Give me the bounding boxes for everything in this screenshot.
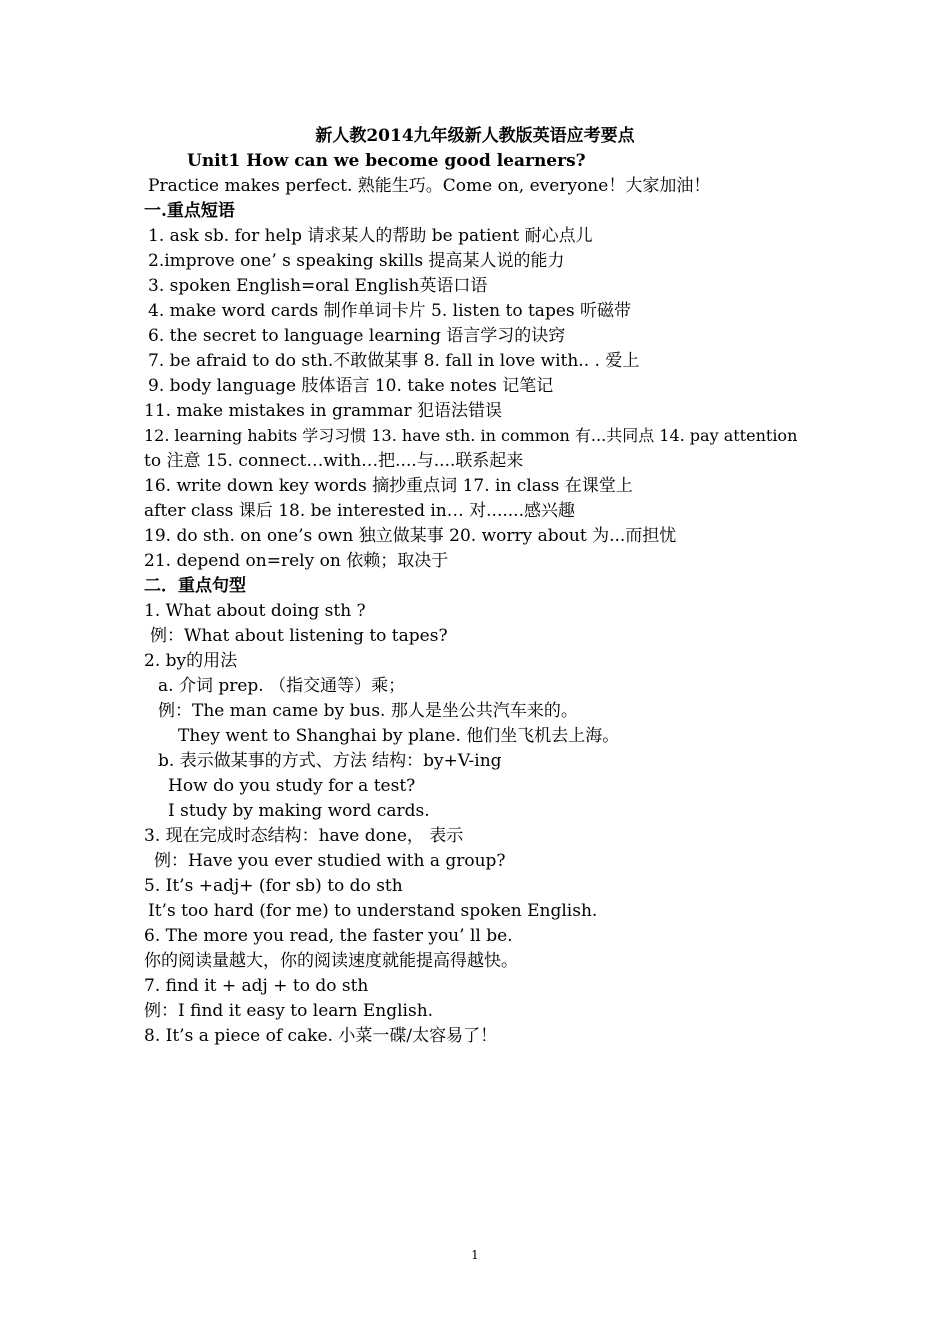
text-line: 3. 现在完成时态结构：have done， 表示 — [144, 826, 464, 846]
text-line: 你的阅读量越大，你的阅读速度就能提高得越快。 — [144, 951, 518, 971]
text-line: 例：What about listening to tapes? — [150, 626, 448, 646]
text-line: 5. It’s +adj+ (for sb) to do sth — [144, 876, 403, 896]
text-line: 6. the secret to language learning 语言学习的诀窍 — [148, 326, 566, 346]
text-line: 16. write down key words 摘抄重点词 17. in class 在课堂上 — [144, 476, 633, 496]
text-line: 1. What about doing sth ? — [144, 601, 366, 621]
text-line: 11. make mistakes in grammar 犯语法错误 — [144, 401, 503, 421]
text-line: Practice makes perfect. 熟能生巧。Come on, everyone！大家加油！ — [148, 176, 711, 196]
text-line: 例：Have you ever studied with a group? — [154, 851, 506, 871]
text-line: 7. find it + adj + to do sth — [144, 976, 369, 996]
text-line: 21. depend on=rely on 依赖；取决于 — [144, 551, 449, 571]
text-line: b. 表示做某事的方式、方法 结构：by+V-ing — [158, 751, 502, 771]
text-line: 例：I find it easy to learn English. — [144, 1001, 434, 1021]
text-line: 6. The more you read, the faster you’ ll be. — [144, 926, 513, 946]
text-line: 例：The man came by bus. 那人是坐公共汽车来的。 — [158, 701, 578, 721]
text-line: 8. It’s a piece of cake. 小菜一碟/太容易了！ — [144, 1026, 498, 1046]
unit-heading: Unit1 How can we become good learners? — [187, 151, 586, 171]
text-line: 1. ask sb. for help 请求某人的帮助 be patient 耐心点儿 — [148, 226, 593, 246]
text-line: I study by making word cards. — [168, 801, 430, 821]
section-heading-sentences: 二．重点句型 — [144, 576, 246, 596]
text-line: 2. by的用法 — [144, 651, 238, 671]
text-line: 3. spoken English=oral English英语口语 — [148, 276, 488, 296]
text-line: 2.improve one’ s speaking skills 提高某人说的能力 — [148, 251, 565, 271]
section-heading-phrases: 一.重点短语 — [144, 201, 235, 221]
text-line: 9. body language 肢体语言 10. take notes 记笔记 — [148, 376, 554, 396]
text-line: It’s too hard (for me) to understand spoken English. — [148, 901, 598, 921]
text-line: to 注意 15. connect…with…把....与....联系起来 — [144, 451, 524, 471]
text-line: 12. learning habits 学习习惯 13. have sth. in common 有...共同点 14. pay attention — [144, 426, 798, 445]
text-line: They went to Shanghai by plane. 他们坐飞机去上海。 — [178, 726, 620, 746]
text-line: 7. be afraid to do sth.不敢做某事 8. fall in love with.. . 爱上 — [148, 351, 640, 371]
text-line: How do you study for a test? — [168, 776, 416, 796]
text-line: after class 课后 18. be interested in… 对.......感兴趣 — [144, 501, 575, 521]
text-line: 4. make word cards 制作单词卡片 5. listen to tapes 听磁带 — [148, 301, 632, 321]
text-line: 19. do sth. on one’s own 独立做某事 20. worry about 为...而担忧 — [144, 526, 677, 546]
document-title: 新人教2014九年级新人教版英语应考要点 — [315, 126, 635, 146]
text-line: a. 介词 prep. （指交通等）乘； — [158, 676, 406, 696]
page-number: 1 — [471, 1248, 479, 1262]
